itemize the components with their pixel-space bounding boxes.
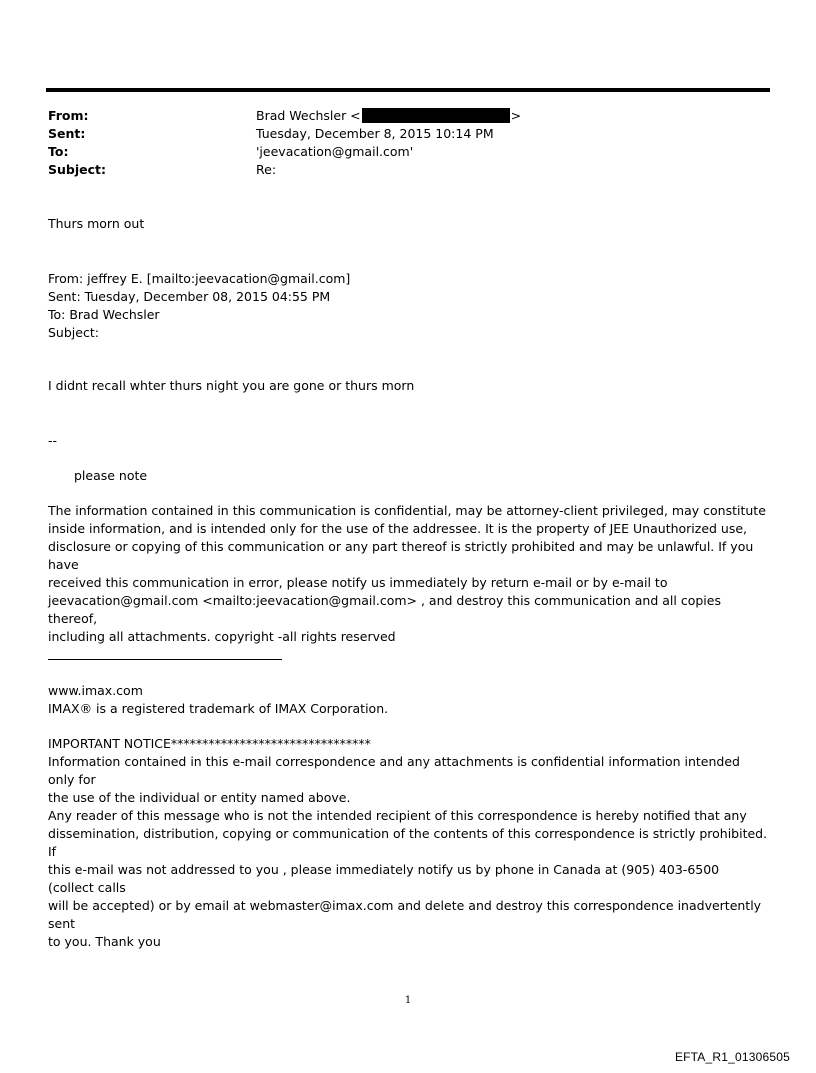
quoted-to-line: To: Brad Wechsler (48, 307, 160, 322)
imax-website: www.imax.com (48, 683, 143, 698)
sent-label: Sent: (48, 126, 86, 141)
page-number: 1 (404, 995, 412, 1006)
signature-divider (48, 659, 282, 660)
quoted-from-line: From: jeffrey E. [mailto:jeevacation@gmail.com] (48, 271, 351, 286)
redaction-box (362, 108, 510, 123)
subject-label: Subject: (48, 162, 106, 177)
to-label: To: (48, 144, 69, 159)
from-close: > (510, 108, 522, 123)
imax-trademark: IMAX® is a registered trademark of IMAX Corporation. (48, 701, 389, 716)
subject-value: Re: (256, 162, 277, 177)
document-id: EFTA_R1_01306505 (674, 1050, 790, 1064)
header-divider (46, 88, 770, 92)
signature-dashes: -- (48, 433, 58, 448)
notice-body: Information contained in this e-mail correspondence and any attachments is confidential information intended only for the use of the individual or entity named above. Any reader of this message who is not the intended recipient of this correspondence is hereby notified that any dissemination, distribution, copying or communication of the contents of this correspondence is strictly prohibited. If this e-mail was not addressed to you , please immediately notify us by phone in Canada at (905) 403-6500 (collect calls will be accepted) or by email at webmaster@imax.com and delete and destroy this correspondence inadvertently sent to you. Thank you (48, 754, 768, 949)
from-label: From: (48, 108, 89, 123)
to-value: 'jeevacation@gmail.com' (256, 144, 414, 159)
notice-heading: IMPORTANT NOTICE******************************** (48, 736, 371, 751)
quoted-subject-line: Subject: (48, 325, 99, 340)
from-name: Brad Wechsler < (256, 108, 361, 123)
from-value (256, 107, 521, 125)
quoted-sent-line: Sent: Tuesday, December 08, 2015 04:55 PM (48, 289, 331, 304)
please-note: please note (74, 468, 148, 483)
confidentiality-disclaimer: The information contained in this communication is confidential, may be attorney-client privileged, may constitute inside information, and is intended only for the use of the addressee. It is the property of JEE Unauthorized use, disclosure or copying of this communication or any part thereof is strictly prohibited and may be unlawful. If you have received this communication in error, please notify us immediately by return e-mail or by e-mail to jeevacation@gmail.com <mailto:jeevacation@gmail.com> , and destroy this communication and all copies thereof, including all attachments. copyright -all rights reserved (48, 503, 766, 644)
reply-body: Thurs morn out (48, 216, 145, 231)
quoted-body: I didnt recall whter thurs night you are gone or thurs morn (48, 378, 415, 393)
sent-value: Tuesday, December 8, 2015 10:14 PM (256, 126, 494, 141)
